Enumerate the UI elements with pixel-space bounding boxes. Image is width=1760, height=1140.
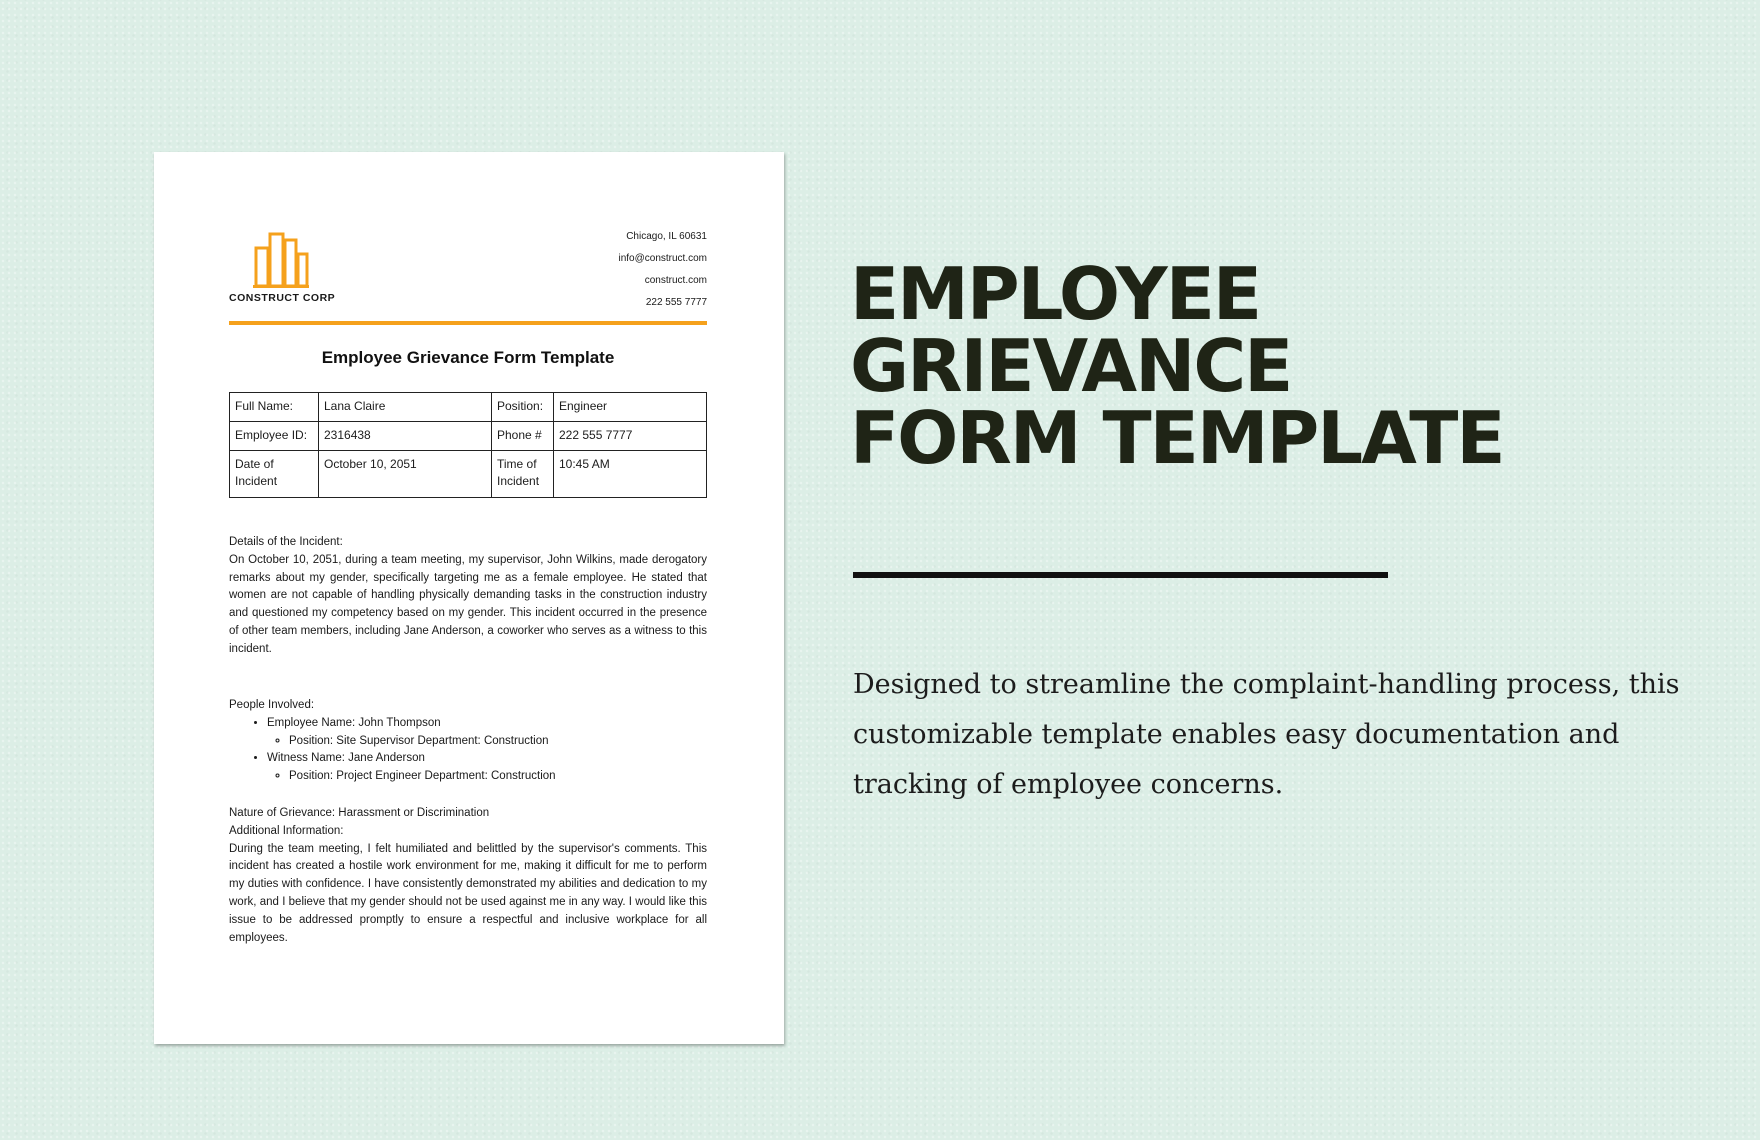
headline-line: GRIEVANCE — [850, 324, 1292, 408]
contact-block — [618, 226, 707, 314]
list-item — [267, 750, 707, 786]
table-row — [230, 393, 707, 422]
header-divider — [229, 321, 707, 325]
grievance-nature: Nature of Grievance: Harassment or Discrimination — [229, 807, 490, 819]
full-name-value: Lana Claire — [319, 393, 492, 422]
building-icon — [253, 226, 309, 288]
additional-text: During the team meeting, I felt humiliated and belittled by the supervisor's comments. This incident has created a hostile work environment for me, making it difficult for me to perform my duties with confidence. I have consistently demonstrated my abilities and dedication to my work, and I believe that my gender should not be used against me in any way. I would like this issue to be addressed promptly to ensure a respectful and inclusive workplace for all employees. — [229, 842, 707, 944]
position-value: Engineer — [554, 393, 707, 422]
headline-line: EMPLOYEE — [850, 252, 1261, 336]
contact-address: Chicago, IL 60631 — [626, 231, 707, 242]
list-item — [289, 733, 707, 751]
time-label: Time of Incident — [492, 451, 554, 498]
date-label: Date of Incident — [230, 451, 319, 498]
table-row — [230, 451, 707, 498]
document-page — [154, 152, 784, 1044]
person-position: Position: Project Engineer Department: Construction — [289, 770, 556, 783]
people-involved — [229, 697, 707, 786]
people-heading: People Involved: — [229, 699, 315, 711]
contact-phone: 222 555 7777 — [645, 297, 707, 308]
incident-details — [229, 534, 707, 659]
promo-description: Designed to streamline the complaint-handling process, this customizable template enables easy documentation and tracking of employee concerns. — [853, 669, 1680, 800]
details-heading: Details of the Incident: — [229, 536, 343, 548]
person-name: Witness Name: Jane Anderson — [267, 752, 425, 765]
phone-value: 222 555 7777 — [554, 422, 707, 451]
headline-line: FORM TEMPLATE — [850, 396, 1504, 480]
contact-website: construct.com — [644, 275, 707, 286]
company-name: CONSTRUCT CORP — [229, 292, 336, 304]
table-row — [230, 422, 707, 451]
company-logo — [229, 226, 339, 304]
promo-headline — [850, 252, 1504, 480]
list-item — [267, 715, 707, 751]
employee-id-value: 2316438 — [319, 422, 492, 451]
date-value: October 10, 2051 — [319, 451, 492, 498]
position-label: Position: — [492, 393, 554, 422]
employee-info-table — [229, 392, 707, 498]
contact-email: info@construct.com — [618, 253, 707, 264]
headline-divider — [853, 572, 1388, 578]
additional-section — [229, 805, 707, 947]
details-text: On October 10, 2051, during a team meeting, my supervisor, John Wilkins, made derogatory remarks about my gender, specifically targeting me as a female employee. He stated that women are not capable of handling physically demanding tasks in the construction industry and questioned my competency based on my gender. This incident occurred in the presence of other team members, including Jane Anderson, a coworker who serves as a witness to this incident. — [229, 553, 707, 655]
phone-label: Phone # — [492, 422, 554, 451]
employee-id-label: Employee ID: — [230, 422, 319, 451]
person-name: Employee Name: John Thompson — [267, 716, 441, 729]
full-name-label: Full Name: — [230, 393, 319, 422]
additional-heading: Additional Information: — [229, 824, 344, 837]
person-position: Position: Site Supervisor Department: Construction — [289, 734, 549, 747]
document-title: Employee Grievance Form Template — [321, 348, 615, 367]
list-item — [289, 768, 707, 786]
people-list — [229, 715, 707, 786]
time-value: 10:45 AM — [554, 451, 707, 498]
